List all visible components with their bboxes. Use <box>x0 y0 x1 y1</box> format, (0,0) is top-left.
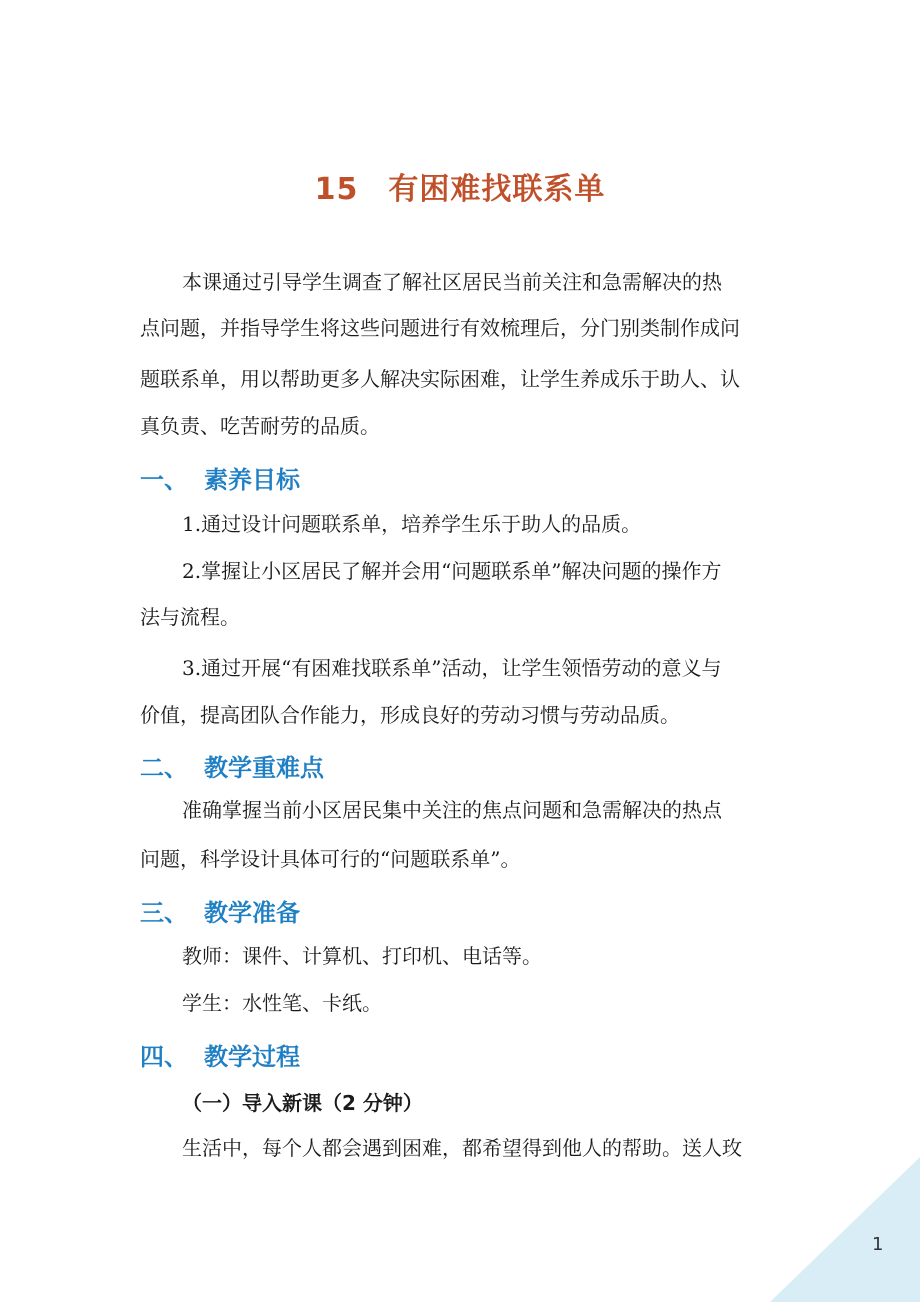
goal-line: 1.通过设计问题联系单，培养学生乐于助人的品质。 <box>182 512 642 536</box>
intro-line: 本课通过引导学生调查了解社区居民当前关注和急需解决的热 <box>182 270 722 294</box>
section-number: 一、 <box>140 466 188 494</box>
section-heading-process <box>140 1037 300 1072</box>
prep-line: 教师：课件、计算机、打印机、电话等。 <box>182 944 542 968</box>
section-title: 素养目标 <box>204 466 300 494</box>
key-point-line: 问题，科学设计具体可行的“问题联系单”。 <box>140 847 521 871</box>
key-point-line: 准确掌握当前小区居民集中关注的焦点问题和急需解决的热点 <box>182 798 722 822</box>
section-title: 教学准备 <box>204 899 300 927</box>
page-number: 1 <box>872 1234 884 1255</box>
section-title: 教学重难点 <box>204 754 324 782</box>
goal-line: 价值，提高团队合作能力，形成良好的劳动习惯与劳动品质。 <box>140 703 680 727</box>
corner-decoration <box>770 1157 920 1302</box>
prep-line: 学生：水性笔、卡纸。 <box>182 991 382 1015</box>
goal-line: 2.掌握让小区居民了解并会用“问题联系单”解决问题的操作方 <box>182 559 722 583</box>
section-number: 三、 <box>140 899 188 927</box>
goal-line: 3.通过开展“有困难找联系单”活动，让学生领悟劳动的意义与 <box>182 656 722 680</box>
process-line: 生活中，每个人都会遇到困难，都希望得到他人的帮助。送人玫 <box>182 1136 742 1160</box>
subsection-heading: （一）导入新课（2 分钟） <box>182 1091 423 1115</box>
section-heading-prep <box>140 893 300 928</box>
title-number: 15 <box>314 172 359 207</box>
section-number: 四、 <box>140 1043 188 1071</box>
intro-line: 点问题，并指导学生将这些问题进行有效梳理后，分门别类制作成问 <box>140 316 740 340</box>
document-title <box>0 164 920 208</box>
section-heading-key-points <box>140 748 324 783</box>
section-number: 二、 <box>140 754 188 782</box>
section-heading-goals <box>140 460 300 495</box>
intro-line: 题联系单，用以帮助更多人解决实际困难，让学生养成乐于助人、认 <box>140 367 740 391</box>
section-title: 教学过程 <box>204 1043 300 1071</box>
goal-line: 法与流程。 <box>140 605 240 629</box>
title-text: 有困难找联系单 <box>388 172 606 207</box>
intro-line: 真负责、吃苦耐劳的品质。 <box>140 414 380 438</box>
